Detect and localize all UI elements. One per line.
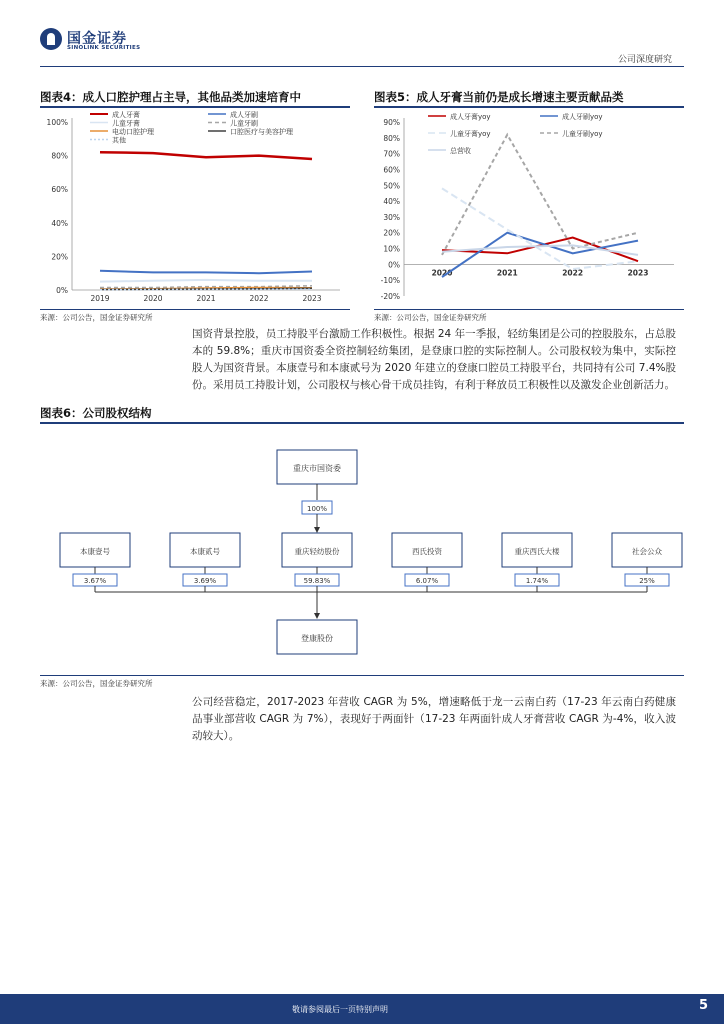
y-tick-label: 0% xyxy=(388,260,400,270)
holder-pct: 1.74% xyxy=(525,577,549,585)
y-tick-label: 60% xyxy=(383,165,400,175)
fig6-title-rule xyxy=(40,422,684,424)
bottom-box-label: 登康股份 xyxy=(301,634,333,643)
fig5-title-rule xyxy=(374,106,684,108)
y-tick-label: 80% xyxy=(51,151,68,161)
legend-label: 口腔医疗与美容护理 xyxy=(230,128,293,136)
y-tick-label: 70% xyxy=(383,149,400,159)
fig5-source-rule xyxy=(374,309,684,310)
y-tick-label: -10% xyxy=(380,276,400,286)
y-tick-label: -20% xyxy=(380,292,400,301)
y-tick-label: 90% xyxy=(383,118,400,127)
y-tick-label: 20% xyxy=(51,252,68,262)
y-tick-label: 80% xyxy=(383,133,400,143)
fig4-source: 来源：公司公告，国金证券研究所 xyxy=(40,313,153,322)
y-tick-label: 60% xyxy=(51,185,68,195)
x-tick-label: 2023 xyxy=(627,268,649,278)
series-line-成人牙膏 xyxy=(100,152,312,159)
series-line-成人牙刷yoy xyxy=(442,233,638,277)
legend-label: 总营收 xyxy=(450,147,471,155)
fig4-source-rule xyxy=(40,309,350,310)
holder-pct: 3.69% xyxy=(193,577,217,585)
x-tick-label: 2023 xyxy=(302,294,322,303)
x-tick-label: 2020 xyxy=(431,268,453,278)
legend-label: 儿童牙刷 xyxy=(230,119,258,128)
y-tick-label: 40% xyxy=(51,218,68,228)
legend-label: 成人牙膏yoy xyxy=(450,113,491,121)
fig5-source: 来源：公司公告，国金证券研究所 xyxy=(374,313,487,322)
legend-label: 儿童牙膏 xyxy=(112,119,140,128)
fig4-title: 图表4：成人口腔护理占主导，其他品类加速培育中 xyxy=(40,90,301,104)
series-line-成人牙刷 xyxy=(100,271,312,274)
y-tick-label: 40% xyxy=(383,197,400,207)
holders-group xyxy=(60,533,682,618)
holder-name: 本康贰号 xyxy=(190,547,220,556)
holder-name: 社会公众 xyxy=(632,547,662,556)
y-tick-label: 20% xyxy=(383,228,400,238)
y-tick-label: 100% xyxy=(46,118,68,127)
y-tick-label: 30% xyxy=(383,212,400,222)
legend-label: 其他 xyxy=(112,136,126,145)
legend-label: 电动口腔护理 xyxy=(112,128,154,136)
holder-name: 西氏投资 xyxy=(412,547,442,556)
y-tick-label: 0% xyxy=(56,286,68,295)
legend-label: 成人牙刷 xyxy=(230,111,258,119)
holder-name: 重庆西氏大楼 xyxy=(514,547,560,556)
logo-icon xyxy=(40,28,62,50)
company-logo xyxy=(40,28,170,54)
fig6-ownership-diagram xyxy=(40,426,684,674)
x-tick-label: 2022 xyxy=(249,294,269,303)
legend-label: 成人牙刷yoy xyxy=(562,113,603,121)
legend-label: 成人牙膏 xyxy=(112,111,140,119)
y-tick-label: 50% xyxy=(383,181,400,191)
paragraph-ownership: 国资背景控股，员工持股平台激励工作积极性。根据 24 年一季报，轻纺集团是公司的控股股东，占总股本的 59.8%；重庆市国资委全资控制轻纺集团，是登康口腔的实际控制人。公司股权较为集中，实际控股人为国资背景。本康壹号和本康贰号为 2020 年建立的登康口腔员工持股平台，共同持有公司 7.4%股份。采用员工持股计划，公司股权与核心骨干成员挂钩，有利于释放员工积极性以及激发企业创新活力。 xyxy=(192,328,676,391)
fig6-source-rule xyxy=(40,675,684,676)
top-pct-label: 100% xyxy=(306,505,328,513)
page-header xyxy=(0,0,724,70)
footer-disclaimer: 敬请参阅最后一页特别声明 xyxy=(292,1005,388,1014)
legend-label: 儿童牙刷yoy xyxy=(562,130,603,138)
x-tick-label: 2022 xyxy=(562,268,584,278)
holder-pct: 6.07% xyxy=(415,577,439,585)
x-tick-label: 2020 xyxy=(143,294,163,303)
fig5-title: 图表5：成人牙膏当前仍是成长增速主要贡献品类 xyxy=(374,90,624,104)
fig5-chart xyxy=(374,110,686,308)
legend-label: 儿童牙膏yoy xyxy=(450,130,491,138)
top-box-label: 重庆市国资委 xyxy=(293,464,341,473)
fig6-source: 来源：公司公告，国金证券研究所 xyxy=(40,679,153,688)
logo-chinese: 国金证券 xyxy=(67,31,127,47)
x-tick-label: 2021 xyxy=(496,268,518,278)
holder-name: 重庆轻纺股份 xyxy=(294,547,340,556)
y-tick-label: 10% xyxy=(383,244,400,254)
holder-pct: 59.83% xyxy=(303,577,331,585)
fig4-chart xyxy=(40,110,352,308)
paragraph-operations: 公司经营稳定，2017-2023 年营收 CAGR 为 5%，增速略低于龙一云南白药（17-23 年云南白药健康品事业部营收 CAGR 为 7%），表现好于两面针（17-23 年两面针成人牙膏营收 CAGR 为-4%，收入波动较大）。 xyxy=(192,696,676,742)
holder-name: 本康壹号 xyxy=(80,547,110,556)
fig4-title-rule xyxy=(40,106,350,108)
holder-pct: 25% xyxy=(639,577,655,585)
page-number: 5 xyxy=(698,998,708,1013)
holder-pct: 3.67% xyxy=(83,577,107,585)
fig6-title: 图表6：公司股权结构 xyxy=(40,406,152,420)
report-type: 公司深度研究 xyxy=(617,55,672,65)
series-line-儿童牙膏 xyxy=(100,280,312,282)
header-rule xyxy=(40,66,684,67)
x-tick-label: 2021 xyxy=(196,294,216,303)
series-line-儿童牙刷yoy xyxy=(442,135,638,255)
logo-english: SINOLINK SECURITIES xyxy=(67,45,141,51)
x-tick-label: 2019 xyxy=(90,294,110,303)
